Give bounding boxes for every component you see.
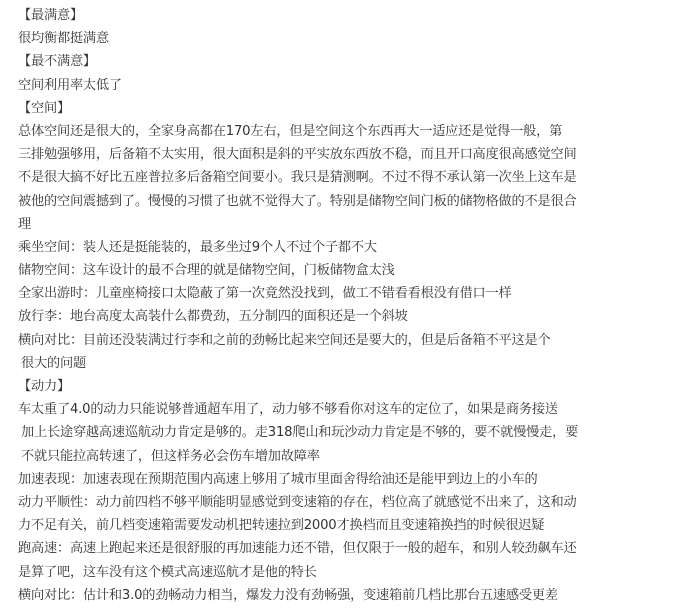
text-line: 力不足有关，前几档变速箱需要发动机把转速拉到2000才换档而且变速箱换挡的时候很迟疑: [18, 518, 545, 534]
text-line: 很大的问题: [21, 355, 86, 371]
section-heading-least-satisfied: 【最不满意】: [18, 54, 96, 70]
text-line: 横向对比：目前还没装满过行李和之前的劲畅比起来空间还是要大的，但是后备箱不平这是个: [18, 332, 551, 348]
text-line: 是算了吧，这车没有这个模式高速巡航才是他的特长: [18, 564, 317, 580]
text-line: 空间利用率太低了: [18, 77, 122, 93]
text-line: 不是很大搞不好比五座普拉多后备箱空间要小。我只是猜测啊。不过不得不承认第一次坐上这车是: [18, 170, 577, 186]
section-heading-power: 【动力】: [18, 379, 70, 394]
section-heading-space: 【空间】: [18, 100, 70, 116]
text-line: 总体空间还是很大的，全家身高都在170左右，但是空间这个东西再大一适应还是觉得一般，第: [18, 123, 563, 139]
text-line: 被他的空间震撼到了。慢慢的习惯了也就不觉得大了。特别是储物空间门板的储物格做的不是很合: [18, 193, 577, 209]
section-heading-most-satisfied: 【最满意】: [18, 8, 83, 23]
text-line: 很均衡都挺满意: [18, 31, 109, 47]
text-line: 储物空间：这车设计的最不合理的就是储物空间，门板储物盒太浅: [18, 263, 395, 279]
text-line: 三排勉强够用，后备箱不太实用，很大面积是斜的平实放东西放不稳，而且开口高度很高感觉空间: [18, 147, 577, 163]
text-line: 全家出游时：儿童座椅接口太隐蔽了第一次竟然没找到，做工不错看看根没有借口一样: [18, 286, 512, 302]
text-line: 加速表现：加速表现在预期范围内高速上够用了城市里面舍得给油还是能甲到边上的小车的: [18, 471, 538, 487]
text-line: 不就只能拉高转速了，但这样务必会伤车增加故障率: [21, 448, 320, 464]
text-line: 车太重了4.0的动力只能说够普通超车用了，动力够不够看你对这车的定位了，如果是商务接送: [18, 402, 558, 418]
text-line: 理: [18, 216, 31, 232]
text-line: 跑高速：高速上跑起来还是很舒服的再加速能力还不错，但仅限于一般的超车，和别人较劲飙车还: [18, 541, 577, 557]
text-line: 乘坐空间：装人还是挺能装的，最多坐过9个人不过个子都不大: [18, 239, 377, 255]
text-line: 加上长途穿越高速巡航动力肯定是够的。走318爬山和玩沙动力肯定是不够的，要不就慢慢走，要: [21, 425, 579, 441]
text-line: 放行李：地台高度太高装什么都费劲，五分制四的面积还是一个斜坡: [18, 309, 408, 325]
text-line: 横向对比：估计和3.0的劲畅动力相当，爆发力没有劲畅强，变速箱前几档比那台五速感受更差: [18, 587, 558, 603]
text-line: 动力平顺性：动力前四档不够平顺能明显感觉到变速箱的存在，档位高了就感觉不出来了，这和动: [18, 494, 577, 510]
